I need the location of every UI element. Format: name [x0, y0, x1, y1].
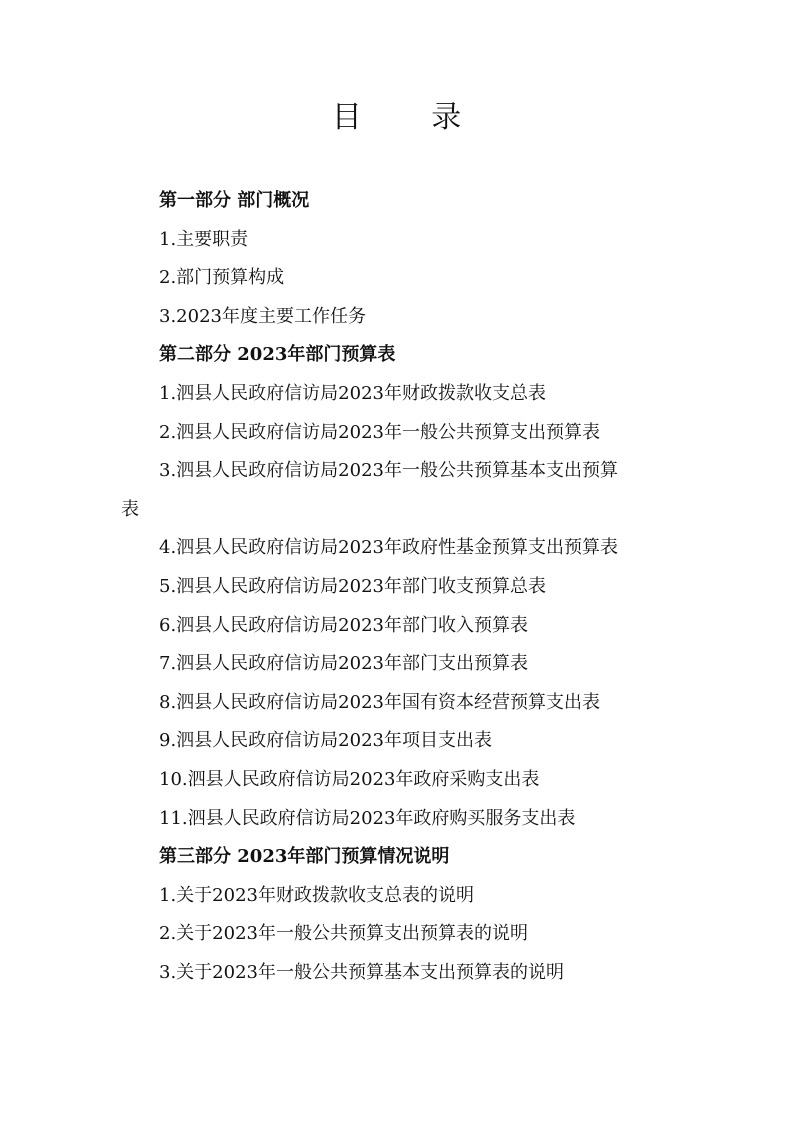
toc-item-continuation[interactable]: 表: [121, 498, 139, 520]
toc-item[interactable]: 3.2023年度主要工作任务: [159, 305, 366, 327]
page-title: 目 录: [331, 100, 492, 135]
section-heading-part-1[interactable]: 第一部分 部门概况: [159, 190, 310, 211]
toc-item[interactable]: 1.泗县人民政府信访局2023年财政拨款收支总表: [159, 382, 546, 404]
section-heading-part-3[interactable]: 第三部分 2023年部门预算情况说明: [159, 846, 450, 868]
section-heading-part-2[interactable]: 第二部分 2023年部门预算表: [159, 344, 396, 366]
toc-item[interactable]: 4.泗县人民政府信访局2023年政府性基金预算支出预算表: [159, 537, 618, 559]
toc-item[interactable]: 2.部门预算构成: [159, 267, 285, 289]
table-of-contents: [121, 182, 681, 992]
toc-item[interactable]: 6.泗县人民政府信访局2023年部门收入预算表: [159, 614, 528, 636]
toc-item[interactable]: 9.泗县人民政府信访局2023年项目支出表: [159, 730, 492, 752]
toc-item[interactable]: 1.关于2023年财政拨款收支总表的说明: [159, 884, 474, 906]
toc-item[interactable]: 10.泗县人民政府信访局2023年政府采购支出表: [159, 768, 540, 790]
toc-item[interactable]: 7.泗县人民政府信访局2023年部门支出预算表: [159, 653, 528, 675]
toc-item[interactable]: 3.关于2023年一般公共预算基本支出预算表的说明: [159, 961, 564, 983]
toc-item[interactable]: 5.泗县人民政府信访局2023年部门收支预算总表: [159, 575, 546, 597]
toc-item[interactable]: 8.泗县人民政府信访局2023年国有资本经营预算支出表: [159, 691, 600, 713]
toc-item[interactable]: 1.主要职责: [159, 228, 249, 250]
toc-item[interactable]: 2.关于2023年一般公共预算支出预算表的说明: [159, 923, 528, 945]
toc-item[interactable]: 11.泗县人民政府信访局2023年政府购买服务支出表: [159, 807, 576, 829]
toc-item[interactable]: 3.泗县人民政府信访局2023年一般公共预算基本支出预算: [159, 460, 618, 482]
toc-item[interactable]: 2.泗县人民政府信访局2023年一般公共预算支出预算表: [159, 421, 600, 443]
